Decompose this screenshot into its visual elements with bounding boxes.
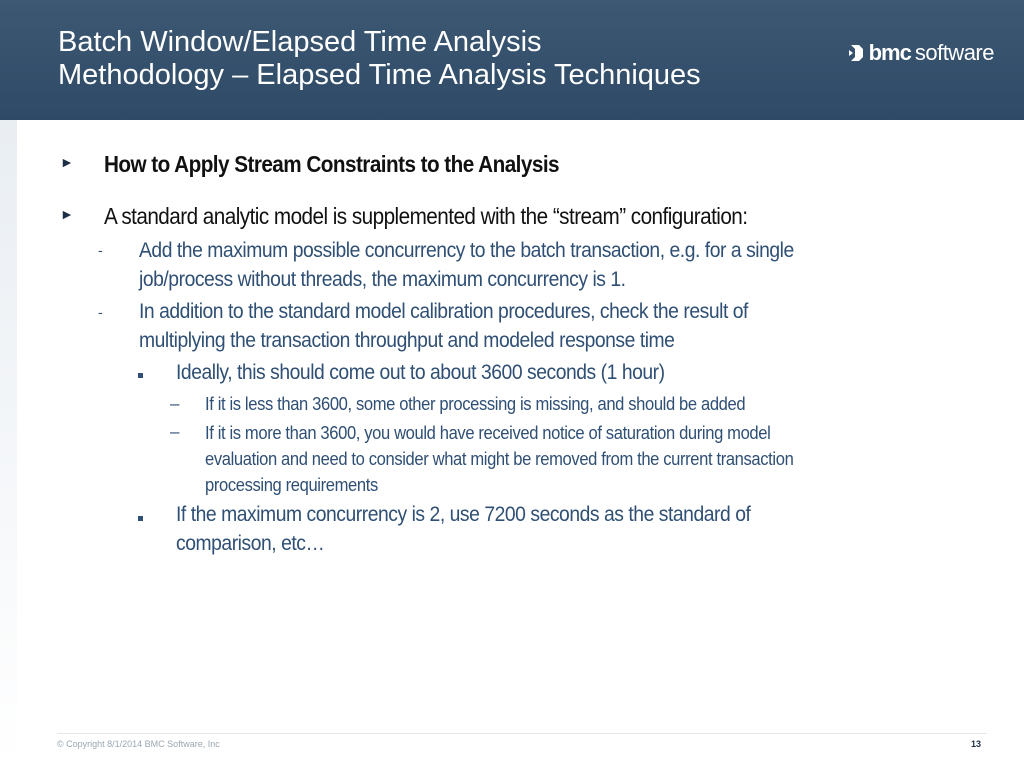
- square-bullet-icon: [138, 516, 143, 521]
- logo-text-bmc: bmc: [868, 40, 911, 65]
- slide-header: [0, 0, 1024, 120]
- title-line-2: Methodology – Elapsed Time Analysis Techniques: [58, 59, 701, 91]
- triangle-bullet-icon: ►: [60, 206, 74, 222]
- en-dash-bullet-icon: –: [170, 394, 180, 413]
- sub-sub-bullet-1-text: Ideally, this should come out to about 3600 seconds (1 hour): [176, 361, 665, 384]
- sub-bullet-2-line-1: In addition to the standard model calibration procedures, check the result of: [139, 300, 748, 323]
- en-dash-bullet-icon: –: [170, 422, 180, 441]
- level-4-item-1: If it is less than 3600, some other processing is missing, and should be added: [205, 394, 746, 414]
- sub-sub-bullet-2-line-1: If the maximum concurrency is 2, use 7200 seconds as the standard of: [176, 503, 751, 526]
- title-line-1: Batch Window/Elapsed Time Analysis: [58, 26, 542, 58]
- level-4-item-2-line-3: processing requirements: [205, 475, 378, 495]
- footer-divider: [57, 733, 987, 734]
- sub-bullet-1-line-1: Add the maximum possible concurrency to the batch transaction, e.g. for a single: [139, 239, 794, 262]
- level-4-item-2-line-1: If it is more than 3600, you would have received notice of saturation during model: [205, 423, 771, 443]
- sub-bullet-2-line-2: multiplying the transaction throughput and modeled response time: [139, 329, 675, 352]
- square-bullet-icon: [138, 373, 143, 378]
- level-4-item-2-line-2: evaluation and need to consider what might be removed from the current transaction: [205, 449, 794, 469]
- bmc-logo: [849, 40, 994, 66]
- bmc-logo-icon: [849, 42, 865, 64]
- footer-copyright: © Copyright 8/1/2014 BMC Software, Inc: [57, 739, 220, 749]
- page-number: 13: [970, 739, 981, 749]
- sub-bullet-1-line-2: job/process without threads, the maximum concurrency is 1.: [139, 268, 626, 291]
- bullet-2-text: A standard analytic model is supplemented with the “stream” configuration:: [104, 203, 748, 229]
- slide-content: [0, 120, 1024, 720]
- bullet-1-text: How to Apply Stream Constraints to the Analysis: [104, 151, 560, 177]
- logo-text-software: software: [914, 40, 994, 65]
- dash-bullet-icon: -: [98, 242, 103, 258]
- dash-bullet-icon: -: [98, 304, 103, 320]
- slide-title: [58, 26, 701, 92]
- sub-sub-bullet-2-line-2: comparison, etc…: [176, 532, 325, 555]
- triangle-bullet-icon: ►: [60, 154, 74, 170]
